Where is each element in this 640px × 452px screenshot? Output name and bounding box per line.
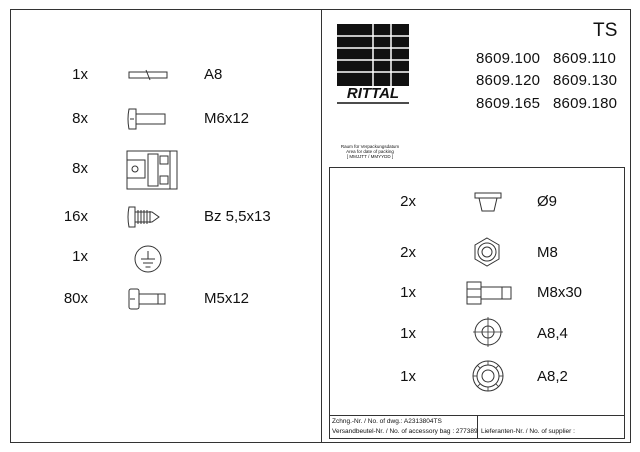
- earth-symbol-icon: [133, 244, 163, 279]
- right-label-5: A8,2: [537, 368, 568, 385]
- product-code-2b: 8609.130: [553, 72, 618, 89]
- hex-bolt-icon: [466, 281, 514, 310]
- left-qty-6: 80x: [63, 290, 88, 307]
- right-qty-2: 2x: [400, 244, 416, 261]
- pan-head-screw-icon: [126, 106, 168, 137]
- right-label-4: A8,4: [537, 325, 568, 342]
- right-qty-3: 1x: [400, 284, 416, 301]
- product-code-3b: 8609.180: [553, 95, 618, 112]
- left-label-1: A8: [204, 66, 223, 83]
- right-qty-1: 2x: [400, 193, 416, 210]
- pin-icon: [128, 68, 168, 86]
- serrated-washer-icon: [470, 358, 506, 399]
- hinge-plate-icon: [126, 150, 180, 197]
- product-code-2a: 8609.120: [476, 72, 541, 89]
- accessory-bag-number: Versandbeutel-Nr. / No. of accessory bag : 277389: [332, 428, 478, 435]
- product-code-1b: 8609.110: [553, 50, 617, 67]
- left-qty-3: 8x: [72, 160, 88, 177]
- right-qty-4: 1x: [400, 325, 416, 342]
- series-label: TS: [593, 20, 618, 41]
- left-qty-1: 1x: [72, 66, 88, 83]
- product-code-3a: 8609.165: [476, 95, 541, 112]
- brand-name: RITTAL: [346, 85, 400, 102]
- right-label-1: Ø9: [537, 193, 558, 210]
- self-tapping-screw-icon: [126, 205, 162, 234]
- left-label-2: M6x12: [204, 110, 250, 127]
- left-qty-4: 16x: [63, 208, 88, 225]
- left-qty-2: 8x: [72, 110, 88, 127]
- hex-nut-icon: [472, 236, 502, 273]
- supplier-number: Lieferanten-Nr. / No. of supplier :: [481, 428, 575, 435]
- packing-note-line-3: [ MMJJTT / MMYYDD ]: [346, 154, 394, 159]
- rittal-logo-icon: [337, 24, 409, 109]
- right-label-3: M8x30: [537, 284, 583, 301]
- footer-vertical-divider: [477, 415, 478, 439]
- right-qty-5: 1x: [400, 368, 416, 385]
- left-label-6: M5x12: [204, 290, 250, 307]
- product-code-1a: 8609.100: [476, 50, 541, 67]
- packing-note-line-1: Raum für Verpackungsdatum: [340, 144, 400, 149]
- washer-icon: [472, 316, 504, 353]
- packing-note-line-2: Area for date of packing: [346, 149, 394, 154]
- plug-cap-icon: [474, 190, 502, 219]
- left-label-4: Bz 5,5x13: [204, 208, 271, 225]
- drawing-number: Zchng.-Nr. / No. of dwg.: A2313804TS: [332, 418, 442, 425]
- cheese-head-screw-icon: [128, 287, 168, 316]
- left-qty-5: 1x: [72, 248, 88, 265]
- right-label-2: M8: [537, 244, 558, 261]
